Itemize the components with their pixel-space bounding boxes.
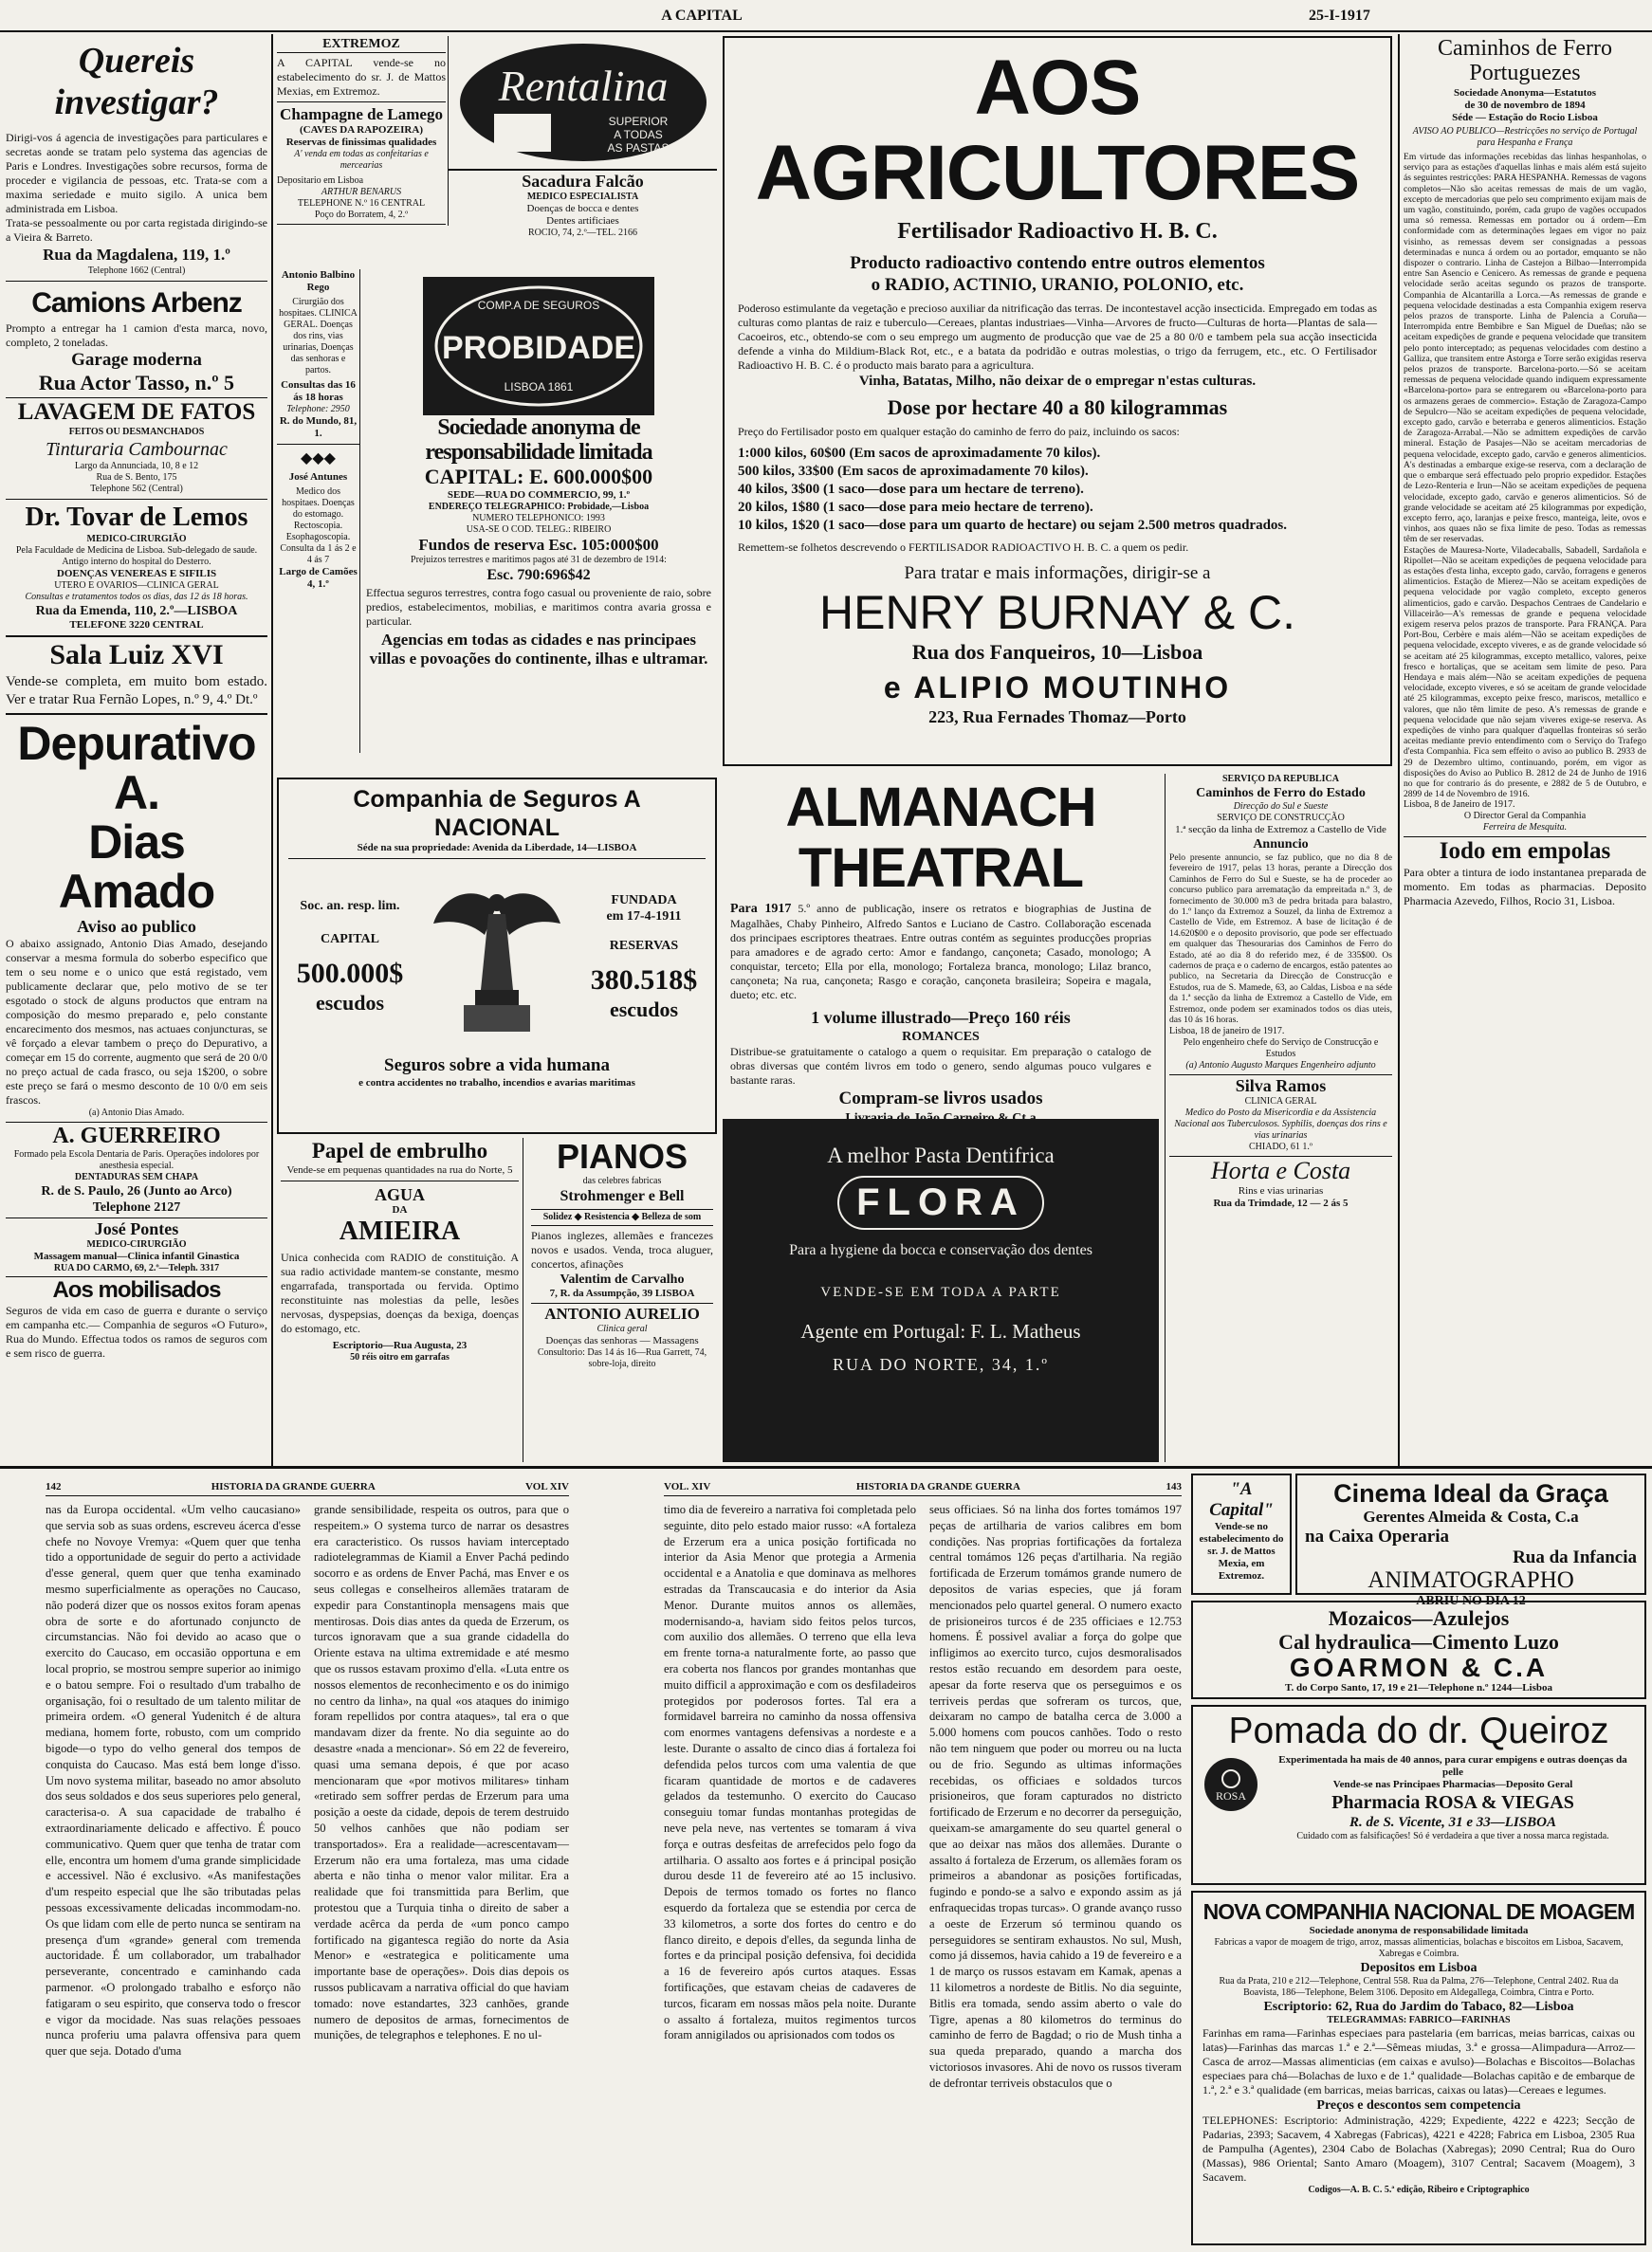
lamego-agent: ARTHUR BENARUS — [321, 187, 402, 197]
aurelio-subtitle: Clinica geral — [597, 1324, 648, 1334]
agricultores-body: Poderoso estimulante da vegetação e precioso auxiliar da nitrificação das terras. De incontestavel acção insecticida. Empregado em todas as culturas como plantas de raiz e tuberculo—Cereaes, plantas industriaes—Vinha—Arvores de fructo—Culturas de horta—Plantas de sala—Cacoeiros, etc., obtendo-se com o seu emprego um augmento de producção que vae de 25 a 80 0/0 e tambem pela sua acção insecticida defende a vinha do Mildium-Black Rot, etc., e a batata da podridão e outras molestias, o trigo da ferrugem, etc., etc. O Fertilisador Radioactivo H. B. C. é o producto mais barato para a agricultura. — [738, 302, 1377, 372]
moagem-body: Farinhas em rama—Farinhas especiaes para pastelaria (em barricas, meias barricas, caixas ou latas)—Farinhas das marcas 1.ª e 2.ª—Sêmeas miudas, 3.ª e grossa—Alimpadura—Arroz—Casca de arroz—Massas alimenticias (em caixas e avulso)—Bolachas e Biscoitos—Bolachas especiaes para chá—Bolachas de luxo e de 1.ª qualidade—Bolachas capitão e de embarque de 1.ª, 2.ª e 3.ª qualidade (em barricas, meias barricas, caixas ou latas)—Cereaes e legumes. — [1202, 2026, 1635, 2096]
pontes-subtitle: MEDICO-CIRURGIÃO — [86, 1239, 187, 1250]
probidade-agencias: Agencias em todas as cidades e nas principaes villas e povoações do continente, ilhas e ultramar. — [369, 631, 708, 668]
lavagem-address-1: Largo da Annunciada, 10, 8 e 12 — [74, 461, 199, 471]
nacional-right-1: FUNDADA — [611, 892, 677, 907]
caminhos-title-2: Portuguezes — [1469, 61, 1581, 85]
history-left-col-1: nas da Europa occidental. «Um velho caucasiano» que servia sob as suas ordens, escreveu ácerca d'esse chefe no Novoye Vremya: «Quem quer que tenha tido a opportunidade de seguir do perto a actividade d'esse general, quem quer que tenha examinado mesmo superficialmente as operações no Caucaso, não poderá dizer que os nossos exitos foram apenas obra de sorte e do afortunado conjuncto de circumstancias. Não foi devido ao acaso que o exercito do Caucaso, em occasião opportuna e em local proprio, se mostrou sempre superior ao inimigo e o batou sempre. Foi o resultado d'um trabalho de organisação, foi o resultado de um talento militar de primeira ordem. «O general Yudenitch é de altura mediana, homem forte, robusto, com um comprido bigode—o typo do velho general dos tempos de conquista do Caucaso. Mas está bem longe d'isso. Um novo systema militar, baseado no amor absoluto dos seus soldados e dos seus superiores pelo general, caracterisa-o. A sua capacidade de trabalho é extraordinariamente delicado e affectivo. É pouco communicativo. Quem quer que tenha de tratar com elle, encontra um homem d'uma grande simplicidade e accessivel. Não é exclusivo. «As manifestações d'um respeito especial que lhe são tributadas pelas pessoas excessivamente delicadas incommodam-no. Os que lidam com elle de perto nunca se sentiram na presença d'um «grande» general com tremenda auctoridade. É um collaborador, um trabalhador perseverante, concentrado e caminhando cada parmenor. «O prolongado trabalho e esforço não fatigaram o seu espirito, que conserva todo o frescor e vigor da mocidade. Nas suas relações pessoaes nunca proferiu uma palavra offensiva para quem quer que seja. Dotado d'uma — [46, 1503, 301, 2059]
lamego-address: Poço do Borratem, 4, 2.º — [277, 210, 446, 225]
investigar-title: Quereis investigar? — [54, 41, 219, 122]
republica-notice — [1165, 774, 1396, 1462]
cinema-abriu: ABRIU NO DIA 12 — [1416, 1594, 1526, 1608]
ramos-address: CHIADO, 61 1.º — [1169, 1142, 1392, 1157]
probidade-title: Sociedade anonyma de responsabilidade limitada — [425, 415, 652, 465]
moagem-codigos: Codigos—A. B. C. 5.ª edição, Ribeiro e Criptographico — [1308, 2185, 1530, 2195]
price-row: 40 kilos, 3$00 (1 saco—dose para um hectare de terreno). — [738, 482, 1084, 497]
price-row: 20 kilos, 1$80 (1 saco—dose para meio hectare de terreno). — [738, 500, 1093, 515]
pomada-warning: Cuidado com as falsificações! Só é verdadeira a que tiver a nossa marca registada. — [1296, 1831, 1609, 1841]
cinema-gerentes: Gerentes Almeida & Costa, C.a — [1363, 1508, 1579, 1526]
pontes-body: Massagem manual—Clinica infantil Ginastica — [33, 1251, 240, 1262]
tovar-body: Pela Faculdade de Medicina de Lisboa. Sub-delegado de saude. Antigo interno do hospital do Desterro. — [15, 545, 258, 567]
iodo-title: Iodo em empolas — [1439, 838, 1611, 865]
probidade-esc: Esc. 790:696$42 — [486, 567, 591, 583]
republica-annuncio: Annuncio — [1253, 837, 1309, 851]
antunes-address: Largo de Camões 4, 1.º — [279, 566, 358, 590]
balbino-box — [277, 269, 360, 753]
republica-head: SERVIÇO DA REPUBLICA — [1221, 774, 1339, 784]
agricultores-company: HENRY BURNAY & C. — [818, 586, 1295, 639]
almanach-body: 5.º anno de publicação, insere os retratos e biographias de Justina de Magalhães, Chaby Pinheiro, Alfredo Santos e Luciano de Castro. Collaboração escenada dos principaes escriptores theatraes. Entre outras contém as seguintes producções proprias para amadores e de agrado certo: Amor e fandango, cançoneta; Casado, monologo; A conquistar, terceto; Ella por ella, monologo; Fortaleza branca, monologo; Lilaz branco, cançoneta; Na rua, cançoneta; Rasgo e coração, cançoneta brasileira; Sopeira e magala, dueto; etc. etc. — [730, 902, 1152, 1001]
masthead-title: A CAPITAL — [661, 8, 743, 24]
almanach-title: ALMANACH THEATRAL — [785, 777, 1096, 899]
moagem-fabricas: Fabricas a vapor de moagem de trigo, arroz, massas alimenticias, bolachas e biscoitos em Lisboa, Sacavem, Xabregas e Coimbra. — [1214, 1937, 1624, 1959]
ramos-body: Medico do Posto da Misericordia e da Assistencia Nacional aos Tuberculosos. Syphilis, doenças dos rins e vias urinarias — [1174, 1107, 1387, 1141]
history-left-title: HISTORIA DA GRANDE GUERRA — [211, 1481, 376, 1492]
falcao-address: ROCIO, 74, 2.º—TEL. 2166 — [527, 228, 638, 238]
aurelio-body: Doenças das senhoras — Massagens — [545, 1335, 699, 1346]
agricultores-title: AOS AGRICULTORES — [755, 45, 1360, 216]
amieira-price: 50 réis oitro em garrafas — [350, 1352, 450, 1363]
rentalina-tag-2: A TODAS — [614, 128, 663, 141]
investigar-body: Dirigi-vos á agencia de investigações para particulares e secretas aonde se tratam pelo systema das agencias de Paris e Londres. Investigações sobre recursos, forma de proceder e vigilancia de pessoas, etc. Trata-se com a maxima seriedade e muito sigilo. A unica bem administrada em Lisboa. — [6, 131, 267, 215]
moagem-phones: TELEPHONES: Escriptorio: Administração, 4229; Expediente, 4222 e 4223; Secção de Padarias, 2393; Sacavem, 4 Xabregas (Fabricas), 4221 e 4228; Fabrica em Lisboa, 2305 Rua de Pampulha (Agentes), 2304 Cabo de Bolachas (Xabregas); 2090 Central; Rua do Ouro (Massas), 986 Oriental; Santo Amaro (Moagem), 3107 Central; Sacavem (Moagem), 3 Sacavem. — [1202, 2114, 1635, 2184]
depurativo-title-1: Depurativo A. — [17, 717, 256, 819]
mozaicos-line-2: Cal hydraulica—Cimento Luzo — [1278, 1630, 1559, 1654]
depurativo-signature: (a) Antonio Dias Amado. — [6, 1108, 267, 1123]
nacional-title: Companhia de Seguros A NACIONAL — [353, 786, 641, 841]
republica-body: Pelo presente annuncio, se faz publico, que no dia 8 de fevereiro de 1917, pelas 13 horas, perante a Direcção dos Caminhos de Ferro do Sul e Sueste, se ha de proceder ao concurso publico para arrematação da empreitada n.º 3, de fornecimento de 30.000 m3 de pedra britada para balastro, do 1.º lanço da Extremoz a Souzel, da linha de Extremoz a Castello de Vide, em Estremoz. A base de licitação é de 14.620$00 e o deposito provisorio, que pode ser effectuado em qualquer das Thesourarias dos Caminhos de Ferro do Estado, até ao dia 8 do referido mez, é de 335$00. Os cadernos de praça e o caderno de encargos, estão patentes ao publico, na Secretaria da Direcção de Construcção e Estudos, rua de S. Mamede, 63, ao Caldas, Lisboa e na séde da 1.ª secção da linha de Extremoz a Castello de Vide, em Estremoz, onde podem ser examinados todos os dias uteis, das 10 ás 16 horas. — [1169, 852, 1392, 1026]
nacional-ad — [277, 778, 717, 1134]
ramos-subtitle: CLINICA GERAL — [1244, 1095, 1317, 1107]
agricultores-product-1: Producto radioactivo contendo entre outros elementos — [850, 253, 1265, 273]
almanach-distrib: Distribue-se gratuitamente o catalogo a quem o requisitar. Em preparação o catalogo de obras diversas que contém livros em todo o genero, sendo algumas pouco vulgares e bastante raras. — [730, 1045, 1151, 1087]
almanach-compram: Compram-se livros usados — [838, 1089, 1043, 1108]
investigar-body-2: Trata-se pessoalmente ou por carta registada dirigindo-se a Vieira & Barreto. — [6, 216, 267, 244]
falcao-body: Doenças de bocca e dentes — [526, 203, 639, 214]
nacional-right-4: 380.518$ — [590, 963, 698, 996]
lamego-title: Champagne de Lamego — [280, 105, 443, 123]
moagem-precos: Preços e descontos sem competencia — [1316, 2098, 1521, 2113]
history-left-header — [46, 1481, 569, 1496]
probidade-sede: SEDE—RUA DO COMMERCIO, 99, 1.º — [447, 489, 631, 501]
flora-agent: Agente em Portugal: F. L. Matheus — [800, 1320, 1081, 1343]
pomada-pharmacy: Pharmacia ROSA & VIEGAS — [1331, 1792, 1574, 1813]
history-right-page-number: 143 — [1166, 1481, 1182, 1492]
moagem-escriptorio: Escriptorio: 62, Rua do Jardim do Tabaco, 82—Lisboa — [1263, 2000, 1574, 2014]
mozaicos-name: GOARMON & C.A — [1289, 1653, 1549, 1682]
rentalina-tag-3: AS PASTAS — [607, 141, 670, 155]
tovar-specialty-2: UTERO E OVARIOS—CLINICA GERAL — [54, 580, 219, 591]
sala-title: Sala Luiz XVI — [49, 639, 224, 670]
depurativo-title-2: Dias Amado — [58, 815, 215, 918]
guerreiro-title: A. GUERREIRO — [52, 1124, 221, 1148]
cinema-animatographo: ANIMATOGRAPHO — [1367, 1567, 1574, 1593]
history-right-header — [664, 1481, 1182, 1496]
embrulho-amieira — [277, 1138, 523, 1462]
caminhos-sub-1: Sociedade Anonyma—Estatutos — [1453, 87, 1597, 99]
caminhos-notice — [1404, 36, 1646, 1463]
amieira-address: Escriptorio—Rua Augusta, 23 — [332, 1340, 468, 1351]
guerreiro-body: Formado pela Escola Dentaria de Paris. Operações indolores por anesthesia especial. — [13, 1149, 260, 1171]
angel-statue-icon — [426, 867, 568, 1047]
capital-box-title: "A Capital" — [1209, 1479, 1274, 1520]
masthead-date: 25-I-1917 — [1309, 8, 1370, 24]
almanach-year: Para 1917 — [730, 902, 792, 916]
nacional-left-3: 500.000$ — [296, 958, 404, 989]
agricultores-product-2: o RADIO, ACTINIO, URANIO, POLONIO, etc. — [871, 275, 1244, 295]
nacional-footer-2: e contra accidentes no trabalho, incendios e avarias maritimas — [358, 1077, 635, 1089]
caminhos-title-1: Caminhos de Ferro — [1438, 36, 1612, 61]
probidade-fundos: Fundos de reserva Esc. 105:000$00 — [418, 536, 659, 554]
caminhos-aviso: AVISO AO PUBLICO—Restricções no serviço de Portugal para Hespanha e França — [1412, 126, 1638, 148]
pianos-body: Pianos inglezes, allemães e francezes novos e usados. Venda, troca aluguer, concertos, afinações — [531, 1229, 713, 1271]
agricultores-ad — [723, 36, 1392, 766]
balbino-phone: Telephone: 2950 — [286, 404, 350, 414]
history-left-page-number: 142 — [46, 1481, 62, 1492]
lavagem-subtitle: FEITOS OU DESMANCHADOS — [68, 427, 205, 437]
mobilisados-body: Seguros de vida em caso de guerra e durante o serviço em campanha etc.— Companhia de seguros «O Futuro», Rua do Mundo. Effectua todos os ramos de seguros com e sem risco de guerra. — [6, 1304, 267, 1360]
probidade-phone: NUMERO TELEPHONICO: 1993 — [472, 513, 605, 523]
caminhos-section-2: Estações de Mauresa-Norte, Viladecaballs, Sabadell, Sardañola e Ripollet—Não se aceitam expedições de pequena velocidade para as estações d'esta linha, excepto gado, carvão, forragens e generos alimenticios. Estação de Mierez—Não se aceitam expedições de pequena velocidade por vagão completo, excepto generos alimenticios, gado e carvão. Despachos Centraes de Candelario e Villaceirão—A's remessas de grande e pequena velocidade exigem reserva pelos prazos de transporte. Para FRANÇA. Para Port-Bou, Cerbère e mais além—Não se aceitam expedições de pequena velocidade, excepto viveres, e as de grande velocidade só se aceitam até 25 kilogrammas, excepto metallico, valores, peixe fresco e hortaliças, que se aceitam sem limite de peso. Para Hendaya e mais além—Não se aceitam expedições de pequena velocidade, excepto viveres, e só se aceitam de grande velocidade até 25 kilogrammas, excepto peixe fresco, mariscos, metallico e valores, que não têm limite de peso. A's remessas de grande e pequena velocidade que não sejam viveres exige-se reserva. As expedições de vinho para qualquer d'aquellas fronteiras só serão aceitas mediante previo entendimento com o Serviço do Trafego d'esta Companhia. Fica sem effeito o aviso ao publico B. 2933 de 29 de Dezembro ultimo, continuando, porém, em vigor as disposições do Aviso ao Publico B. 2812 de 24 de Junho de 1916 no que for contrario ás do presente, e 2882 de 5 de Outubro, e 2899 de 14 de Novembro de 1916. — [1404, 544, 1646, 800]
cinema-caixa: na Caixa Operaria — [1305, 1527, 1449, 1547]
amieira-title-2: DA — [392, 1204, 408, 1216]
amieira-body: Unica conhecida com RADIO de constituição. A sua radio actividade mantem-se constante, mesmo engarrafada, transportada ou fervida. Optimo reconstituinte nas molestias da pelle, lesões nervosas, dyspepsias, doenças da bexiga, doenças do estomago, etc. — [281, 1251, 519, 1335]
camions-garage: Garage moderna — [71, 350, 202, 370]
iodo-body: Para obter a tintura de iodo instantanea preparada de momento. Em todas as pharmacias. Deposito Pharmacia Azevedo, Filhos, Rocio 31, Lisboa. — [1404, 866, 1646, 908]
pomada-ad — [1191, 1705, 1646, 1885]
embrulho-body: Vende-se em pequenas quantidades na rua do Norte, 5 — [281, 1164, 519, 1181]
probidade-telegraph: ENDEREÇO TELEGRAPHICO: Probidade,—Lisboa — [428, 502, 650, 512]
agricultores-contact: Para tratar e mais informações, dirigir-se a — [904, 563, 1211, 583]
mozaicos-ad — [1191, 1601, 1646, 1699]
antunes-hours: Consulta da 1 ás 2 e 4 ás 7 — [280, 543, 357, 565]
moagem-title: NOVA COMPANHIA NACIONAL DE MOAGEM — [1202, 1899, 1635, 1924]
history-right-col-1: timo dia de fevereiro a narrativa foi completada pelo seguinte, dito pelo estado maior russo: «A fortaleza de Erzerum era a unica posição fortificada no interior da Asia Menor que protegia a Armenia occidental e a Anatolia e que dominava as melhores estradas da Transcaucasia e do interior da Asia Menor. Durante muitos annos os allemães, modernisando-a, haviam sido feitos pelos turcos, com auxilio dos allemães. O terreno que ella leva em frente torna-a naturalmente forte, ao passo que era coberta nos flancos por grandes montanhas que muito difficil a approximação e com os desfiladeiros protegidos por poderosos fortes. Tal era a formidavel barreira no caminho da nossa offensiva com enormes vantagens defensivas a nordeste e a leste. Durante o assalto de cinco dias á fortaleza foi defendida pelos turcos com uma valentia de que ficaram quantidade de mortos e de cadaveres gelados da testemunho. O exercito do Caucaso conseguiu tomar fundas montanhas protegidas de neve pela neve, nas vertentes se tomaram á viva força e outras desfeitas de arrefecidos pelo fogo da artilharia. O assalto aos fortes e á principal posição durou desde 11 de fevereiro até ao 15 inclusivo. Depois de termos tomado os fortes no flanco esquerdo da fortaleza que se estendia por cerca de 33 kilometros, a sorte dos fortes do centro e do flanco direito, e depois d'elles, da segunda linha de fortes e da principal posição defensiva, foi decidida a 16 de fevereiro após curtos ataques. Essas fortificações, que estavam cheias de cadaveres de turcos, ficaram em nossas mãos pela noite. Durante o assalto á fortaleza, muitos regimentos turcos foram annigilados ou aprisionados com todos os — [664, 1503, 916, 2042]
moagem-telegrammas: TELEGRAMMAS: FABRICO—FARINHAS — [1327, 2015, 1511, 2025]
pianos-brands: Strohmenger e Bell — [560, 1188, 685, 1204]
tovar-subtitle: MEDICO-CIRURGIÃO — [86, 534, 187, 544]
depurativo-aviso: Aviso ao publico — [77, 917, 196, 936]
pianos-tags: Solidez ◆ Resistencia ◆ Belleza de som — [531, 1209, 713, 1226]
probidade-capital: CAPITAL: E. 600.000$00 — [424, 465, 653, 488]
balbino-title: Antonio Balbino Rego — [281, 269, 356, 293]
agricultores-agent-address: 223, Rua Fernades Thomaz—Porto — [928, 707, 1186, 726]
mozaicos-address: T. do Corpo Santo, 17, 19 e 21—Telephone n.º 1244—Lisboa — [1284, 1682, 1553, 1694]
pianos-address: 7, R. da Assumpção, 39 LISBOA — [531, 1288, 713, 1304]
horta-address: Rua da Trimdade, 12 — 2 ás 5 — [1213, 1197, 1349, 1209]
agricultores-price-intro: Preço do Fertilisador posto em qualquer estação do caminho de ferro do paiz, incluindo os sacos: — [738, 425, 1180, 438]
price-row: 1:000 kilos, 60$00 (Em sacos de aproximadamente 70 kilos). — [738, 446, 1101, 461]
horta-title: Horta e Costa — [1210, 1156, 1351, 1184]
probidade-ad — [360, 277, 717, 770]
guerreiro-subtitle: DENTADURAS SEM CHAPA — [74, 1172, 199, 1182]
pomada-vende: Vende-se nas Principaes Pharmacias—Deposito Geral — [1332, 1779, 1573, 1790]
probidade-ring-top: COMP.A DE SEGUROS — [477, 299, 600, 312]
almanach-romances: ROMANCES — [902, 1030, 980, 1044]
embrulho-title: Papel de embrulho — [311, 1139, 488, 1163]
history-right-title: HISTORIA DA GRANDE GUERRA — [855, 1481, 1020, 1492]
agricultores-agent: e ALIPIO MOUTINHO — [883, 670, 1232, 705]
toothpaste-tube-icon — [494, 114, 551, 152]
camions-body: Prompto a entregar ha 1 camion d'esta marca, novo, completo, 2 toneladas. — [6, 321, 267, 349]
investigar-address: Rua da Magdalena, 119, 1.º — [43, 246, 230, 264]
rentalina-brand: Rentalina — [498, 62, 669, 110]
probidade-prejuizos: Prejuizos terrestres e maritimos pagos até 31 de dezembro de 1914: — [411, 555, 667, 565]
caminhos-sub-2: de 30 de novembro de 1894 — [1464, 100, 1586, 111]
history-right-volume: VOL. XIV — [664, 1481, 711, 1492]
republica-sign: Pelo engenheiro chefe do Serviço de Construcção e Estudos — [1183, 1036, 1379, 1059]
flora-line-3: VENDE-SE EM TODA A PARTE — [820, 1285, 1061, 1300]
horta-subtitle: Rins e vias urinarias — [1238, 1184, 1324, 1197]
price-row: 10 kilos, 1$20 (1 saco—dose para um quarto de hectare) ou sejam 2.500 metros quadrados. — [738, 518, 1288, 533]
agricultores-price-list — [738, 445, 1377, 535]
antunes-title: José Antunes — [288, 471, 348, 483]
republica-title: Caminhos de Ferro do Estado — [1196, 786, 1366, 800]
rosa-logo-icon — [1201, 1754, 1261, 1824]
mobilisados-title: Aos mobilisados — [52, 1277, 221, 1303]
agricultores-folhetos: Remettem-se folhetos descrevendo o FERTILISADOR RADIOACTIVO H. B. C. a quem os pedir. — [738, 540, 1189, 554]
history-page-143 — [664, 1481, 1182, 2247]
moagem-ad — [1191, 1891, 1646, 2245]
nacional-right-5: escudos — [609, 997, 679, 1021]
nacional-right-3: RESERVAS — [609, 938, 679, 953]
capital-extremoz-box — [1191, 1474, 1292, 1595]
rentalina-logo — [449, 36, 718, 169]
extremoz-title: EXTREMOZ — [277, 36, 446, 53]
extremoz-body: A CAPITAL vende-se no estabelecimento do sr. J. de Mattos Mexias, em Extremoz. — [277, 56, 446, 102]
nacional-left-1: Soc. an. resp. lim. — [300, 899, 400, 913]
flora-address: RUA DO NORTE, 34, 1.º — [832, 1355, 1049, 1374]
aurelio-address: Consultorio: Das 14 ás 16—Rua Garrett, 74, sobre-loja, direito — [537, 1347, 707, 1369]
nacional-right-2: em 17-4-1911 — [606, 908, 682, 924]
almanach-ad — [723, 774, 1159, 1115]
pontes-address: RUA DO CARMO, 69, 2.º—Teleph. 3317 — [6, 1263, 267, 1277]
tovar-address: Rua da Emenda, 110, 2.º—LISBOA — [35, 604, 238, 618]
pomada-title: Pomada do dr. Queiroz — [1228, 1711, 1609, 1751]
probidade-code: USA-SE O COD. TELEG.: RIBEIRO — [466, 524, 612, 535]
aurelio-title: ANTONIO AURELIO — [544, 1305, 700, 1323]
agricultores-crops: Vinha, Batatas, Milho, não deixar de o empregar n'estas culturas. — [858, 374, 1257, 389]
investigar-phone: Telephone 1662 (Central) — [6, 265, 267, 282]
sala-body: Vende-se completa, em muito bom estado. Ver e tratar Rua Fernão Lopes, n.º 9, 4.º Dt.º — [6, 673, 267, 715]
probidade-ring-bottom: LISBOA 1861 — [504, 380, 574, 394]
falcao-body-2: Dentes artificiaes — [546, 215, 619, 227]
moagem-addresses: Rua da Prata, 210 e 212—Telephone, Central 558. Rua da Palma, 276—Telephone, Central 2402. Rua da Boavista, 186—Telephone, Belem 3106. Deposito em Aldegallega, Coimbra, Cintra e Porto. — [1219, 1976, 1619, 1998]
depurativo-body: O abaixo assignado, Antonio Dias Amado, desejando conservar a mesma formula do soberbo especifico que tem o seu nome e o unico que está registado, vem publicamente declarar que, pelo motivo de se ter esgotado o stock de alguns productos que entram na composição do mesmo preparado e, pelo constante encarecimento dos mesmos, nas actuaes conjuncturas, se vê forçado a elevar tambem o preço do Depurativo, a começar em 15 do corrente, augmento que será de 20 0/0 no preço actual de cada frasco, ou seja 1$200, o sobre este preço se fará o mesmo desconto de 10 0/0 em seis frascos. — [6, 937, 267, 1107]
column-1 — [6, 36, 267, 1463]
tovar-hours: Consultas e tratamentos todos os dias, das 12 ás 18 horas. — [25, 592, 248, 602]
history-left-volume: VOL XIV — [525, 1481, 569, 1492]
almanach-volume: 1 volume illustrado—Preço 160 réis — [811, 1008, 1071, 1027]
tovar-specialty: DOENÇAS VENEREAS E SIFILIS — [56, 568, 217, 579]
nacional-left-2: CAPITAL — [321, 932, 379, 946]
pianos-agent: Valentim de Carvalho — [560, 1272, 685, 1287]
lamego-body: Reservas de finissimas qualidades — [285, 137, 437, 148]
agricultores-company-address: Rua dos Fanqueiros, 10—Lisboa — [911, 640, 1203, 664]
balbino-hours: Consultas das 16 ás 18 horas — [281, 379, 356, 403]
lavagem-title: LAVAGEM DE FATOS — [17, 399, 256, 425]
capital-box-body: Vende-se no estabelecimento do sr. J. de Mattos Mexia, em Extremoz. — [1199, 1521, 1284, 1582]
caminhos-sign: O Director Geral da Companhia — [1463, 811, 1587, 822]
probidade-body: Effectua seguros terrestres, contra fogo casual ou proveniente de raio, sobre predios, estabelecimentos, mobilias, e maritimos contra avaria grossa e particular. — [366, 586, 711, 628]
nacional-footer-1: Seguros sobre a vida humana — [384, 1055, 610, 1075]
republica-sub-3: 1.ª secção da linha de Extremoz a Castello de Vide — [1175, 824, 1386, 835]
camions-title: Camions Arbenz — [31, 287, 242, 319]
lavagem-brand: Tinturaria Cambournac — [46, 439, 228, 460]
antunes-body: Medico dos hospitaes. Doenças do estomago. Rectoscopia. Esophagoscopia. — [282, 486, 355, 542]
caminhos-body: Em virtude das informações recebidas das linhas hespanholas, o serviço para as estações d'aquellas linhas e mais além está sujeito ás seguintes restricções: PARA HESPANHA. Remessas de vagons completos—Não são aceitas remessas de mais de um vagão, excepto de mercadorias que pelo seu comprimento exijam mais de um vagão, constituindo, porém, cada grupo de vagões occupados uma só remessa. Remessas em portador ou á ordem—Em conformidade com as determinações legaes em vigor no paiz visinho, as remessas devem ser consignadas a pessoas determinadas e nunca á ordem ou ao portador, emquanto se não dispozer o contrario. Linha de Castejon a Bilbao—Interrompida entre San Asencio e Cenicero. As remessas de grande e pequena velocidade serão aceitas segundo os prazos de transporte. Companhia de Alcantarilla a Lorca.—As remessas de grande e pequena velocidade destinadas a esta Companhia exigem reserva pelos prazos de transporte. Linha de Palencia a Coruña—Interrompida entre Bembibre e San Miguel de Dueñas; não se aceitam expedições de grande e pequena velocidade que transitem pelo ponto interceptado; as pequenas velocidades com destino a Galliza, que transitem entre Astorga e Torre serão exigidas reserva pelos prazos de transporte. Barcelona-porto.—Só se aceitam remessas de pequena velocidade quando indiquem expressamente «Barcelona-porto» para se entregarem ou «Barcelona-porto para os armazens geraes de commercio». Estação de Zaragoza-Campo de Sepulcro—Não se aceitam expedições de pequena velocidade, excepto gado, carvão e beterraba e generos alimenticios. Estação de Zaragoza-Arrabal.—Não se admittem expedições de carvão mineral. Estação de Pasajes—Não se aceitam mercadorias de pequena velocidade, excepto gado, carvão e generos alimenticios. A's destinadas a embarque exige-se reserva, com a declaração de que o embarque será effectuado pelo proprio expedidor. Estações de Lezo-Renteria e Irun—Não se aceitam expedições de pequena velocidade, excepto gado, carvão e generos alimenticios. Só de grande velocidade se aceitam até 25 kilogrammas por expedição, excepto ferro, aço, laranjas e peixe fresco, manteiga, leite, ovos e vinhos, aos quaes não se fixa limite de peso. Todas as remessas têm de ser reservadas. — [1404, 152, 1646, 545]
flora-ad — [723, 1119, 1159, 1462]
pianos-subtitle: das celebres fabricas — [582, 1176, 662, 1186]
rentalina-tag-1: SUPERIOR — [608, 115, 669, 128]
amieira-title-1: AGUA — [375, 1185, 425, 1204]
mozaicos-line-1: Mozaicos—Azulejos — [1328, 1606, 1510, 1630]
lamego-subtitle: (CAVES DA RAPOZEIRA) — [300, 124, 423, 136]
flora-name: FLORA — [837, 1176, 1044, 1230]
lavagem-address-2: Rua de S. Bento, 175 — [96, 472, 177, 483]
pomada-experimentada: Experimentada ha mais de 40 annos, para curar empigens e outras doenças da pelle — [1278, 1754, 1627, 1778]
history-page-142 — [46, 1481, 569, 2247]
lamego-depot: Depositario em Lisboa — [277, 175, 364, 186]
cinema-rua: Rua da Infancia — [1513, 1547, 1637, 1567]
flora-line-1: A melhor Pasta Dentifrica — [827, 1144, 1055, 1167]
republica-date: Lisboa, 18 de janeiro de 1917. — [1169, 1025, 1285, 1036]
probidade-name: PROBIDADE — [441, 330, 636, 366]
moagem-subtitle: Sociedade anonyma de responsabilidade limitada — [1309, 1925, 1529, 1936]
rentalina-ad — [448, 36, 717, 238]
moagem-depositos: Depositos em Lisboa — [1360, 1961, 1478, 1975]
republica-signer: (a) Antonio Augusto Marques Engenheiro adjunto — [1169, 1060, 1392, 1075]
caminhos-sede: Séde — Estação do Rocio Lisboa — [1452, 112, 1598, 123]
caminhos-signer: Ferreira de Mesquita. — [1404, 822, 1646, 837]
pianos-title: PIANOS — [556, 1137, 688, 1176]
pontes-title: José Pontes — [94, 1219, 179, 1238]
lamego-phone: TELEPHONE N.º 16 CENTRAL — [297, 198, 426, 209]
pianos-ad — [527, 1138, 717, 1462]
guerreiro-phone: Telephone 2127 — [6, 1199, 267, 1218]
flora-line-2: Para a hygiene da bocca e conservação dos dentes — [789, 1242, 1092, 1258]
republica-sub-1: Direcção do Sul e Sueste — [1233, 801, 1329, 812]
falcao-subtitle: MEDICO ESPECIALISTA — [526, 192, 639, 202]
falcao-title: Sacadura Falcão — [522, 172, 644, 191]
nacional-sede: Séde na sua propriedade: Avenida da Liberdade, 14—LISBOA — [288, 842, 706, 859]
republica-sub-2: SERVIÇO DE CONSTRUCÇÃO — [1217, 813, 1345, 823]
cinema-title: Cinema Ideal da Graça — [1333, 1479, 1608, 1508]
masthead — [0, 0, 1652, 32]
tovar-title: Dr. Tovar de Lemos — [25, 503, 248, 532]
history-left-col-2: grande sensibilidade, respeita os outros, para que o respeitem.» O systema turco de narrar os desastres era caracteristico. Os russos haviam interceptado radiotelegrammas de Kiamil a Enver Pachá pedindo socorro e as ordens de Enver Pachá, mas Enver e os seus collegas e conselheiros allemães trataram de expedir para Constantinopla mensagens mais que mentirosas. Dois dias antes da queda de Erzerum, os turcos ignoravam que a sua grande cidadella do Oriente estava na ultima extremidade e até mesmo que os russos estavam proximo d'ella. «Luta entre os nossos elementos de reconhecimento e os do inimigo no centro da linha», na qual «os ataques do inimigo foram repellidos por contra ataques», tal era o que mandavam dizer da frente. No dia seguinte ao do desastre «nada a mencionar». Só em 22 de fevereiro, quasi uma semana depois, é que por acaso mencionaram que «por motivos militares» tinham «retirado sem soffrer perdas de Erzerum para uma posição a oeste da cidade, depois de terem destruido 50 velhos canhões que não podiam ser transportados». Era a realidade—acrescentavam—Erzerum não era uma fortaleza, mas uma cidade aberta e não tinha o menor valor militar. Era a realidade que foi transmittida para Berlim, que protestou que a Turquia tinha o direito de saber a verdade acêrca da perda de «um ponco campo fortificado na gigantesca região do norte da Asia Menor» e «estrategica e politicamente uma importante base de operações». Dois dias depois os russos publicavam a narrativa official do que haviam tomado: nove estandartes, 323 canhões, grande numero de depositos de armas, fornecimentos de munições, de telegraphos e telephones. E no ul- — [314, 1503, 569, 2042]
price-row: 500 kilos, 33$00 (Em sacos de aproximadamente 70 kilos). — [738, 464, 1089, 479]
rosa-logo-text: ROSA — [1215, 1789, 1247, 1803]
balbino-body: Cirurgião dos hospitaes. CLINICA GERAL. Doenças dos rins, vias urinarias, Doenças das senhoras e partos. — [279, 297, 358, 375]
nacional-left-4: escudos — [315, 991, 385, 1015]
ornament-icon: ◆◆◆ — [301, 450, 336, 467]
pomada-address: R. de S. Vicente, 31 e 33—LISBOA — [1349, 1815, 1556, 1830]
ramos-title: Silva Ramos — [1235, 1075, 1327, 1095]
caminhos-date: Lisboa, 8 de Janeiro de 1917. — [1404, 799, 1515, 811]
history-right-col-2: seus officiaes. Só na linha dos fortes tomámos 197 peças de artilharia de varios calibres em bom condições. Nas proprias fortificações da fortaleza central tomámos 126 peças d'artilharia. Na região fortificada de Erzerum tomámos grande numero de depositos de varias especies, que já foram mencionados pelo quartel general. O numero exacto de prisioneiros turcos é de 235 officiaes e 12.753 homens. É possivel avaliar a força do golpe que infligimos ao exercito turco, cujos desmoralisados restos estão recuando em desordem para oeste, apesar da forte reserva que os perseguimos e os terriveis perdas que sofreram os turcos, que, deixaram no campo de batalha cerca de 3.000 a 5.000 homens com poucos canhões. Todo o resto não tem ninguem que poder ou morreu ou na lucta ou de frio. Segundo as ultimas informações recebidas, os officiaes e soldados turcos prisioneiros, que foram capturados no districto fortificado de Erzerum e no decorrer da perseguição, queixam-se amargamente do seu quartel general o que ao deixar nas mãos dos allemães. Durante o assalto á fortaleza de Erzerum, os allemães foram os primeiros a abandonar as posições fortificadas, fugindo e pondo-se a salvo e expondo assim as já enfraquecidas tropas turcas». O grande avanço russo a oeste de Erzerum só terminou quando os perseguidores se sentiram exhaustos. No sul, Mush, como já dissemos, havia cahido a 19 de fevereiro e a 1 de março os russos estavam em Kamak, apenas a 11 kilometros a nordeste de Bitlis. No dia seguinte, Bitlis era tomada, sendo assim aberto o vale do Tigre, apenas a 80 kilometros do terminus do caminho de ferro de Bagdad; o rio de Mush tinha a sua queda preparado, quando a marcha dos victoriosos invasores. Ahi de novo os russos tiveram de defrontar terriveis obstaculos que o — [929, 1503, 1182, 2090]
camions-address: Rua Actor Tasso, n.º 5 — [6, 371, 267, 398]
tovar-phone: TELEFONE 3220 CENTRAL — [6, 619, 267, 637]
cinema-ad — [1295, 1474, 1646, 1608]
balbino-address: R. do Mundo, 81, 1. — [277, 415, 359, 445]
agricultores-subtitle: Fertilisador Radioactivo H. B. C. — [897, 219, 1218, 244]
probidade-seal — [423, 277, 654, 415]
lavagem-phone: Telephone 562 (Central) — [6, 484, 267, 500]
guerreiro-address: R. de S. Paulo, 26 (Junto ao Arco) — [41, 1184, 232, 1199]
lamego-body-2: A' venda em todas as confeitarias e mercearias — [294, 149, 429, 171]
amieira-title-3: AMIEIRA — [339, 1217, 461, 1246]
agricultores-dose: Dose por hectare 40 a 80 kilogrammas — [887, 395, 1228, 419]
